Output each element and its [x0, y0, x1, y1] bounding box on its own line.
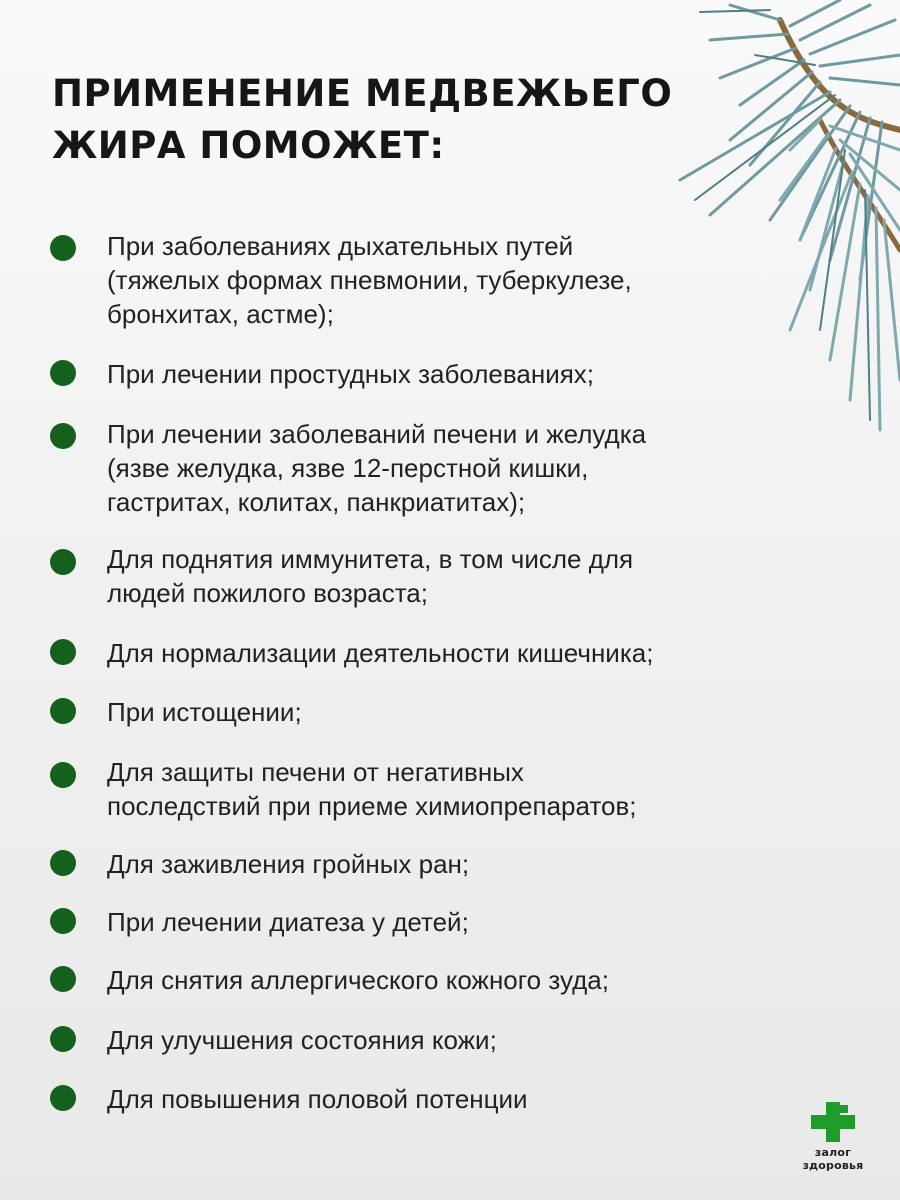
list-item-text: Для повышения половой потенции: [107, 1084, 528, 1114]
page-title: [52, 68, 732, 172]
list-item-text: Для улучшения состояния кожи;: [107, 1025, 497, 1055]
list-item-text: При лечении простудных заболеваниях;: [107, 359, 595, 389]
list-item-text: При лечении диатеза у детей;: [107, 907, 469, 937]
list-item-text: Для защиты печени от негативных последствий при приеме химиопрепаратов;: [107, 757, 637, 821]
brand-logo: [796, 1102, 870, 1172]
logo-text: залог здоровья: [802, 1146, 864, 1172]
bullet-icon: [50, 908, 76, 934]
bullet-icon: [50, 360, 76, 386]
bullet-icon: [50, 850, 76, 876]
bullet-icon: [50, 423, 76, 449]
green-cross-icon: [811, 1102, 855, 1142]
bullet-icon: [50, 639, 76, 665]
title-line-2: ЖИРА ПОМОЖЕТ:: [52, 124, 445, 167]
list-item-text: При заболеваниях дыхательных путей (тяжелых формах пневмонии, туберкулезе, бронхитах, астме);: [107, 231, 632, 329]
bullet-icon: [50, 966, 76, 992]
list-item-text: Для снятия аллергического кожного зуда;: [107, 965, 609, 995]
list-item-text: Для заживления гройных ран;: [107, 849, 470, 879]
bullet-icon: [50, 762, 76, 788]
bullet-icon: [50, 698, 76, 724]
bullet-icon: [50, 235, 76, 261]
bullet-icon: [50, 549, 76, 575]
list-item-text: При лечении заболеваний печени и желудка (язве желудка, язве 12-перстной кишки, гастритах, колитах, панкриатитах);: [107, 419, 647, 517]
bullet-icon: [50, 1026, 76, 1052]
list-item-text: При истощении;: [107, 697, 302, 727]
list-item-text: Для поднятия иммунитета, в том числе для людей пожилого возраста;: [107, 544, 634, 608]
list-item-text: Для нормализации деятельности кишечника;: [107, 638, 654, 668]
bullet-icon: [50, 1085, 76, 1111]
title-line-1: ПРИМЕНЕНИЕ МЕДВЕЖЬЕГО: [52, 72, 673, 115]
